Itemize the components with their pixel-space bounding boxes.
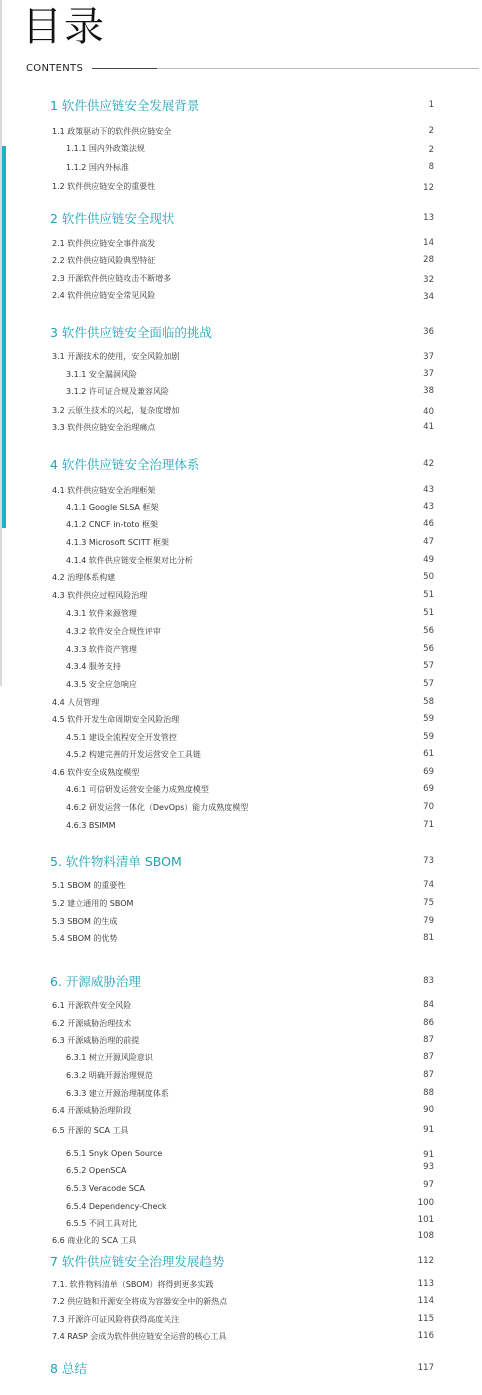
toc-entry-label: 6.3.1 树立开源风险意识	[66, 1052, 153, 1062]
toc-entry-label: 5.1 SBOM 的重要性	[52, 880, 126, 890]
toc-entry-label: 6.2 开源威胁治理技术	[52, 1018, 132, 1028]
toc-section[interactable]	[52, 1293, 434, 1309]
toc-entry-page: 101	[417, 1215, 434, 1225]
toc-subsection[interactable]	[66, 1180, 434, 1196]
toc-entry-label: 4.1.1 Google SLSA 框架	[66, 502, 159, 512]
toc-entry-label: 1.1.2 国内外标准	[66, 162, 129, 172]
toc-entry-page: 115	[417, 1314, 434, 1324]
toc-entry-label: 6.5.4 Dependency-Check	[66, 1201, 167, 1211]
toc-section[interactable]	[52, 1032, 434, 1048]
toc-section[interactable]	[52, 482, 434, 498]
toc-entry-label: 6.5.5 不同工具对比	[66, 1218, 137, 1228]
toc-entry-page: 87	[423, 1070, 434, 1080]
toc-subsection[interactable]	[66, 366, 434, 382]
toc-entry-label: 2.3 开源软件供应链攻击不断增多	[52, 273, 172, 283]
toc-entry-page: 2	[428, 145, 434, 155]
toc-entry-page: 36	[423, 327, 434, 337]
toc-section[interactable]	[52, 287, 434, 303]
toc-entry-label: 3.1.1 安全漏洞风险	[66, 369, 137, 379]
toc-entry-label: 6.3.3 建立开源治理制度体系	[66, 1088, 169, 1098]
toc-entry-label: 7.1. 软件物料清单（SBOM）将得到更多实践	[52, 1279, 214, 1289]
toc-entry-page: 87	[423, 1052, 434, 1062]
toc-chapter[interactable]	[50, 97, 434, 113]
toc-entry-page: 69	[423, 767, 434, 777]
toc-section[interactable]	[52, 1232, 434, 1248]
toc-subsection[interactable]	[66, 1215, 434, 1231]
toc-section[interactable]	[52, 270, 434, 286]
toc-entry-page: 34	[423, 292, 434, 302]
toc-subsection[interactable]	[66, 1198, 434, 1214]
toc-entry-page: 57	[423, 661, 434, 671]
toc-section[interactable]	[52, 997, 434, 1013]
toc-entry-page: 61	[423, 749, 434, 759]
toc-chapter[interactable]	[50, 973, 434, 989]
toc-entry-page: 86	[423, 1018, 434, 1028]
toc-entry-page: 93	[423, 1162, 434, 1172]
toc-chapter[interactable]	[50, 324, 434, 340]
page-subtitle: CONTENTS	[26, 63, 84, 74]
toc-entry-page: 81	[423, 933, 434, 943]
toc-entry-label: 1 软件供应链安全发展背景	[50, 98, 200, 113]
toc-entry-page: 69	[423, 784, 434, 794]
toc-entry-label: 4.4 人员管理	[52, 697, 100, 707]
toc-entry-label: 1.2 软件供应链安全的重要性	[52, 181, 156, 191]
toc-entry-label: 5.3 SBOM 的生成	[52, 916, 118, 926]
toc-entry-page: 51	[423, 608, 434, 618]
toc-entry-page: 100	[417, 1198, 434, 1208]
toc-entry-label: 4.3 软件供应过程风险治理	[52, 590, 148, 600]
toc-entry-page: 12	[423, 183, 434, 193]
toc-entry-page: 8	[428, 162, 434, 172]
toc-entry-label: 3 软件供应链安全面临的挑战	[50, 325, 212, 340]
toc-chapter[interactable]	[50, 1253, 434, 1269]
toc-subsection[interactable]	[66, 140, 434, 156]
toc-entry-label: 5.4 SBOM 的优势	[52, 933, 118, 943]
toc-entry-page: 38	[423, 386, 434, 396]
toc-section[interactable]	[52, 1276, 434, 1292]
toc-entry-label: 3.2 云原生技术的兴起，复杂度增加	[52, 405, 180, 415]
toc-entry-label: 6.5.2 OpenSCA	[66, 1165, 127, 1175]
toc-entry-label: 4.5 软件开发生命周期安全风险治理	[52, 714, 180, 724]
toc-subsection[interactable]	[66, 781, 434, 797]
toc-entry-label: 4.3.3 软件资产管理	[66, 644, 137, 654]
toc-entry-label: 7.2 供应链和开源安全将成为容器安全中的新热点	[52, 1296, 228, 1306]
toc-entry-page: 75	[423, 898, 434, 908]
toc-entry-label: 4.6.2 研发运营一体化（DevOps）能力成熟度模型	[66, 802, 249, 812]
toc-entry-page: 59	[423, 732, 434, 742]
toc-section[interactable]	[52, 930, 434, 946]
toc-entry-page: 117	[417, 1363, 434, 1373]
toc-section[interactable]	[52, 348, 434, 364]
toc-entry-page: 56	[423, 644, 434, 654]
toc-entry-label: 3.1.2 许可证合规及兼容风险	[66, 386, 169, 396]
toc-section[interactable]	[52, 694, 434, 710]
toc-entry-label: 6.5.1 Snyk Open Source	[66, 1148, 163, 1158]
toc-section[interactable]	[52, 1328, 434, 1344]
toc-entry-label: 8 总结	[50, 1361, 87, 1376]
toc-entry-page: 37	[423, 369, 434, 379]
toc-subsection[interactable]	[66, 1145, 434, 1161]
toc-chapter[interactable]	[50, 853, 434, 869]
toc-subsection[interactable]	[66, 534, 434, 550]
toc-entry-page: 114	[417, 1296, 434, 1306]
toc-subsection[interactable]	[66, 746, 434, 762]
toc-entry-page: 116	[417, 1331, 434, 1341]
toc-subsection[interactable]	[66, 552, 434, 568]
toc-subsection[interactable]	[66, 641, 434, 657]
toc-entry-page: 42	[423, 459, 434, 469]
toc-subsection[interactable]	[66, 516, 434, 532]
toc-entry-label: 2 软件供应链安全现状	[50, 211, 175, 226]
toc-entry-page: 49	[423, 555, 434, 565]
toc-entry-label: 3.3 软件供应链安全治理痛点	[52, 422, 156, 432]
toc-entry-page: 58	[423, 697, 434, 707]
toc-subsection[interactable]	[66, 383, 434, 399]
toc-entry-label: 6.3.2 明确开源治理规范	[66, 1070, 153, 1080]
toc-section[interactable]	[52, 895, 434, 911]
toc-entry-label: 2.1 软件供应链安全事件高发	[52, 238, 156, 248]
toc-subsection[interactable]	[66, 499, 434, 515]
toc-entry-page: 73	[423, 856, 434, 866]
page-title: 目录	[22, 4, 106, 50]
toc-subsection[interactable]	[66, 729, 434, 745]
toc-entry-label: 7.4 RASP 会成为软件供应链安全运营的核心工具	[52, 1331, 227, 1341]
toc-section[interactable]	[52, 1015, 434, 1031]
toc-entry-label: 6.6 商业化的 SCA 工具	[52, 1235, 137, 1245]
toc-section[interactable]	[52, 1122, 434, 1138]
toc-entry-label: 5. 软件物料清单 SBOM	[50, 854, 182, 869]
toc-subsection[interactable]	[66, 676, 434, 692]
left-accent-bar	[2, 146, 6, 528]
toc-entry-label: 6.4 开源威胁治理阶段	[52, 1105, 132, 1115]
toc-entry-page: 43	[423, 502, 434, 512]
toc-entry-label: 1.1.1 国内外政策法规	[66, 143, 145, 153]
toc-entry-page: 37	[423, 352, 434, 362]
toc-section[interactable]	[52, 123, 434, 139]
toc-section[interactable]	[52, 419, 434, 435]
toc-subsection[interactable]	[66, 1085, 434, 1101]
toc-entry-label: 4.3.4 服务支持	[66, 661, 121, 671]
toc-subsection[interactable]	[66, 623, 434, 639]
toc-subsection[interactable]	[66, 159, 434, 175]
toc-entry-label: 6.5.3 Veracode SCA	[66, 1183, 145, 1193]
toc-subsection[interactable]	[66, 1162, 434, 1178]
toc-entry-page: 87	[423, 1035, 434, 1045]
toc-entry-label: 4.6.1 可信研发运营安全能力成熟度模型	[66, 784, 209, 794]
toc-entry-page: 91	[423, 1125, 434, 1135]
toc-entry-label: 7 软件供应链安全治理发展趋势	[50, 1254, 225, 1269]
toc-entry-page: 14	[423, 238, 434, 248]
toc-entry-page: 59	[423, 714, 434, 724]
toc-entry-label: 6.3 开源威胁治理的前提	[52, 1035, 140, 1045]
toc-entry-label: 4.2 治理体系构建	[52, 572, 116, 582]
toc-entry-label: 6.5 开源的 SCA 工具	[52, 1125, 129, 1135]
toc-entry-page: 79	[423, 916, 434, 926]
toc-entry-page: 56	[423, 626, 434, 636]
toc-entry-page: 112	[417, 1256, 434, 1266]
toc-subsection[interactable]	[66, 799, 434, 815]
toc-entry-label: 2.2 软件供应链风险典型特征	[52, 255, 156, 265]
toc-entry-page: 40	[423, 407, 434, 417]
toc-entry-label: 4 软件供应链安全治理体系	[50, 457, 200, 472]
toc-entry-page: 2	[428, 126, 434, 136]
toc-entry-label: 5.2 建立通用的 SBOM	[52, 898, 134, 908]
toc-chapter[interactable]	[50, 210, 434, 226]
toc-subsection[interactable]	[66, 1067, 434, 1083]
toc-subsection[interactable]	[66, 817, 434, 833]
toc-entry-page: 88	[423, 1088, 434, 1098]
toc-entry-page: 108	[417, 1231, 434, 1241]
toc-entry-page: 28	[423, 255, 434, 265]
toc-entry-page: 84	[423, 1000, 434, 1010]
toc-subsection[interactable]	[66, 605, 434, 621]
toc-entry-label: 2.4 软件供应链安全常见风险	[52, 290, 156, 300]
toc-entry-label: 4.5.1 建设全流程安全开发管控	[66, 732, 177, 742]
toc-entry-label: 4.1.3 Microsoft SCITT 框架	[66, 537, 170, 547]
toc-entry-page: 74	[423, 880, 434, 890]
subtitle-rule-accent	[92, 68, 157, 69]
toc-section[interactable]	[52, 1102, 434, 1118]
toc-entry-page: 47	[423, 537, 434, 547]
toc-entry-label: 3.1 开源技术的使用，安全风险加剧	[52, 351, 180, 361]
toc-subsection[interactable]	[66, 1049, 434, 1065]
toc-entry-label: 6. 开源威胁治理	[50, 974, 141, 989]
toc-entry-label: 4.3.2 软件安全合规性评审	[66, 626, 161, 636]
toc-entry-page: 70	[423, 802, 434, 812]
toc-entry-page: 1	[428, 100, 434, 110]
toc-chapter[interactable]	[50, 456, 434, 472]
toc-entry-label: 4.3.5 安全应急响应	[66, 679, 137, 689]
toc-section[interactable]	[52, 913, 434, 929]
toc-section[interactable]	[52, 569, 434, 585]
toc-section[interactable]	[52, 178, 434, 194]
toc-section[interactable]	[52, 235, 434, 251]
toc-section[interactable]	[52, 587, 434, 603]
toc-entry-page: 97	[423, 1180, 434, 1190]
toc-entry-page: 13	[423, 213, 434, 223]
toc-entry-page: 90	[423, 1105, 434, 1115]
toc-section[interactable]	[52, 1311, 434, 1327]
toc-entry-label: 4.3.1 软件来源管理	[66, 608, 137, 618]
toc-entry-page: 51	[423, 590, 434, 600]
toc-entry-page: 57	[423, 679, 434, 689]
toc-entry-label: 4.6.3 BSIMM	[66, 820, 116, 830]
toc-entry-page: 91	[423, 1150, 434, 1160]
toc-entry-label: 4.6 软件安全成熟度模型	[52, 767, 140, 777]
toc-entry-page: 43	[423, 485, 434, 495]
subtitle-rule	[157, 68, 479, 69]
toc-entry-label: 4.5.2 构建完善的开发运营安全工具链	[66, 749, 201, 759]
toc-entry-page: 71	[423, 820, 434, 830]
toc-entry-page: 50	[423, 572, 434, 582]
toc-section[interactable]	[52, 402, 434, 418]
toc-entry-page: 41	[423, 422, 434, 432]
toc-entry-page: 113	[417, 1279, 434, 1289]
toc-entry-label: 4.1 软件供应链安全治理框架	[52, 485, 156, 495]
toc-entry-label: 6.1 开源软件安全风险	[52, 1000, 132, 1010]
toc-section[interactable]	[52, 877, 434, 893]
toc-chapter[interactable]	[50, 1360, 434, 1376]
toc-entry-label: 4.1.4 软件供应链安全框架对比分析	[66, 555, 193, 565]
toc-entry-page: 83	[423, 976, 434, 986]
toc-section[interactable]	[52, 711, 434, 727]
toc-section[interactable]	[52, 252, 434, 268]
toc-entry-label: 7.3 开源许可证风险将获得高度关注	[52, 1314, 180, 1324]
toc-entry-label: 4.1.2 CNCF in-toto 框架	[66, 519, 158, 529]
toc-entry-page: 46	[423, 519, 434, 529]
toc-entry-page: 32	[423, 275, 434, 285]
toc-subsection[interactable]	[66, 658, 434, 674]
toc-section[interactable]	[52, 764, 434, 780]
toc-entry-label: 1.1 政策驱动下的软件供应链安全	[52, 126, 172, 136]
